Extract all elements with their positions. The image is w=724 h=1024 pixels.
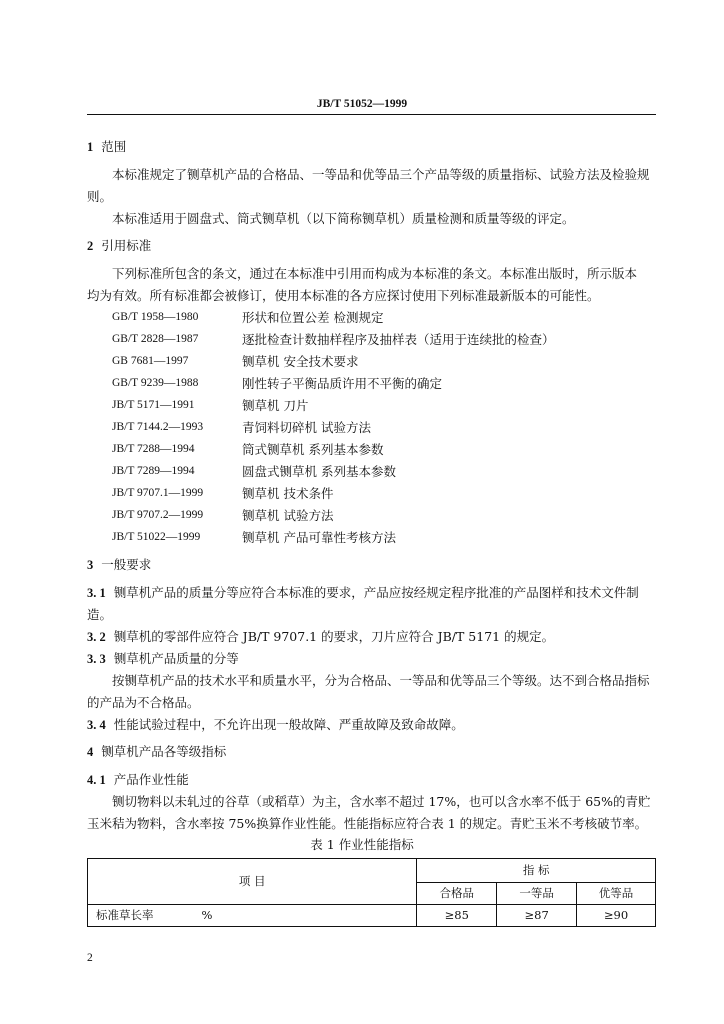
reference-title: 筒式铡草机 系列基本参数 — [242, 442, 384, 457]
table-caption: 表 1 作业性能指标 — [310, 837, 414, 852]
section-number: 2 — [87, 239, 94, 253]
reference-code: JB/T 9707.1—1999 — [112, 487, 204, 499]
reference-code: GB/T 1958—1980 — [112, 311, 199, 323]
table-cell-name — [88, 905, 417, 927]
clause-text: 性能试验过程中，不允许出现一般故障、严重故障及致命故障。 — [113, 717, 464, 732]
reference-code: JB/T 7144.2—1993 — [112, 421, 204, 433]
performance-table — [87, 858, 656, 927]
header-rule — [87, 114, 656, 115]
section-number: 3 — [87, 558, 94, 572]
reference-title: 铡草机 安全技术要求 — [242, 354, 359, 369]
reference-code: JB/T 7289—1994 — [112, 465, 195, 477]
clause-text: 铡草机产品的质量分等应符合本标准的要求，产品应按经规定程序批准的产品图样和技术文件制 — [113, 585, 639, 600]
clause-number: 3. 3 — [87, 652, 106, 666]
reference-code: GB/T 2828—1987 — [112, 333, 199, 345]
column-header-grade: 一等品 — [497, 883, 577, 905]
paragraph-line: 铡切物料以未轧过的谷草（或稻草）为主，含水率不超过 17%，也可以含水率不低于 65%的青贮 — [112, 794, 651, 809]
paragraph-line: 均为有效。所有标准都会被修订，使用本标准的各方应探讨使用下列标准最新版本的可能性。 — [87, 288, 600, 303]
page-number: 2 — [87, 952, 93, 964]
clause-3-3 — [87, 653, 239, 666]
reference-code: GB 7681—1997 — [112, 355, 189, 367]
reference-title: 形状和位置公差 检测规定 — [242, 310, 384, 325]
reference-title: 铡草机 技术条件 — [242, 486, 334, 501]
reference-title: 铡草机 刀片 — [242, 398, 309, 413]
paragraph-line: 下列标准所包含的条文，通过在本标准中引用而构成为本标准的条文。本标准出版时，所示版本 — [112, 266, 638, 281]
clause-3-2 — [87, 631, 554, 644]
clause-4-1 — [87, 774, 189, 787]
section-2-heading — [87, 240, 151, 253]
clause-number: 3. 4 — [87, 718, 106, 732]
paragraph-line: 本标准适用于圆盘式、筒式铡草机（以下简称铡草机）质量检测和质量等级的评定。 — [112, 211, 575, 226]
section-title: 铡草机产品各等级指标 — [101, 744, 227, 759]
clause-3-1 — [87, 587, 639, 600]
row-unit: % — [201, 907, 213, 922]
section-title: 引用标准 — [101, 238, 152, 253]
section-1-heading — [87, 141, 126, 154]
clause-number: 3. 2 — [87, 630, 106, 644]
reference-title: 青饲料切碎机 试验方法 — [242, 420, 371, 435]
clause-3-4 — [87, 719, 464, 732]
reference-title: 铡草机 产品可靠性考核方法 — [242, 530, 396, 545]
column-header-grade: 合格品 — [417, 883, 497, 905]
column-header-index: 指 标 — [417, 859, 656, 883]
table-row — [88, 905, 656, 927]
clause-text: 产品作业性能 — [113, 772, 189, 787]
section-number: 4 — [87, 745, 94, 759]
standard-code-header: JB/T 51052—1999 — [316, 98, 408, 110]
reference-code: GB/T 9239—1988 — [112, 377, 199, 389]
clause-number: 3. 1 — [87, 586, 106, 600]
reference-title: 铡草机 试验方法 — [242, 508, 334, 523]
paragraph-line: 的产品为不合格品。 — [87, 695, 200, 710]
table-cell-value: ≥87 — [497, 905, 577, 927]
section-3-heading — [87, 559, 151, 572]
paragraph-line: 造。 — [87, 607, 113, 622]
reference-code: JB/T 5171—1991 — [112, 399, 195, 411]
clause-text: 铡草机的零部件应符合 JB/T 9707.1 的要求，刀片应符合 JB/T 5171 的规定。 — [113, 629, 555, 644]
reference-code: JB/T 9707.2—1999 — [112, 509, 204, 521]
reference-code: JB/T 7288—1994 — [112, 443, 195, 455]
table-cell-value: ≥90 — [577, 905, 656, 927]
clause-number: 4. 1 — [87, 773, 106, 787]
section-title: 一般要求 — [101, 557, 152, 572]
paragraph-line: 则。 — [87, 189, 113, 204]
paragraph-line: 按铡草机产品的技术水平和质量水平，分为合格品、一等品和优等品三个等级。达不到合格品指标 — [112, 673, 650, 688]
reference-code: JB/T 51022—1999 — [112, 531, 201, 543]
paragraph-line: 本标准规定了铡草机产品的合格品、一等品和优等品三个产品等级的质量指标、试验方法及检验规 — [112, 167, 650, 182]
reference-title: 逐批检查计数抽样程序及抽样表（适用于连续批的检查） — [242, 332, 555, 347]
clause-text: 铡草机产品质量的分等 — [113, 651, 239, 666]
section-title: 范围 — [101, 139, 127, 154]
paragraph-line: 玉米秸为物料，含水率按 75%换算作业性能。性能指标应符合表 1 的规定。青贮玉米不考核破节率。 — [87, 816, 648, 831]
reference-title: 刚性转子平衡品质许用不平衡的确定 — [242, 376, 443, 391]
column-header-item: 项 目 — [88, 859, 417, 905]
column-header-grade: 优等品 — [577, 883, 656, 905]
row-name: 标准草长率 — [96, 907, 154, 922]
reference-title: 圆盘式铡草机 系列基本参数 — [242, 464, 396, 479]
section-number: 1 — [87, 140, 94, 154]
table-cell-value: ≥85 — [417, 905, 497, 927]
section-4-heading — [87, 746, 226, 759]
